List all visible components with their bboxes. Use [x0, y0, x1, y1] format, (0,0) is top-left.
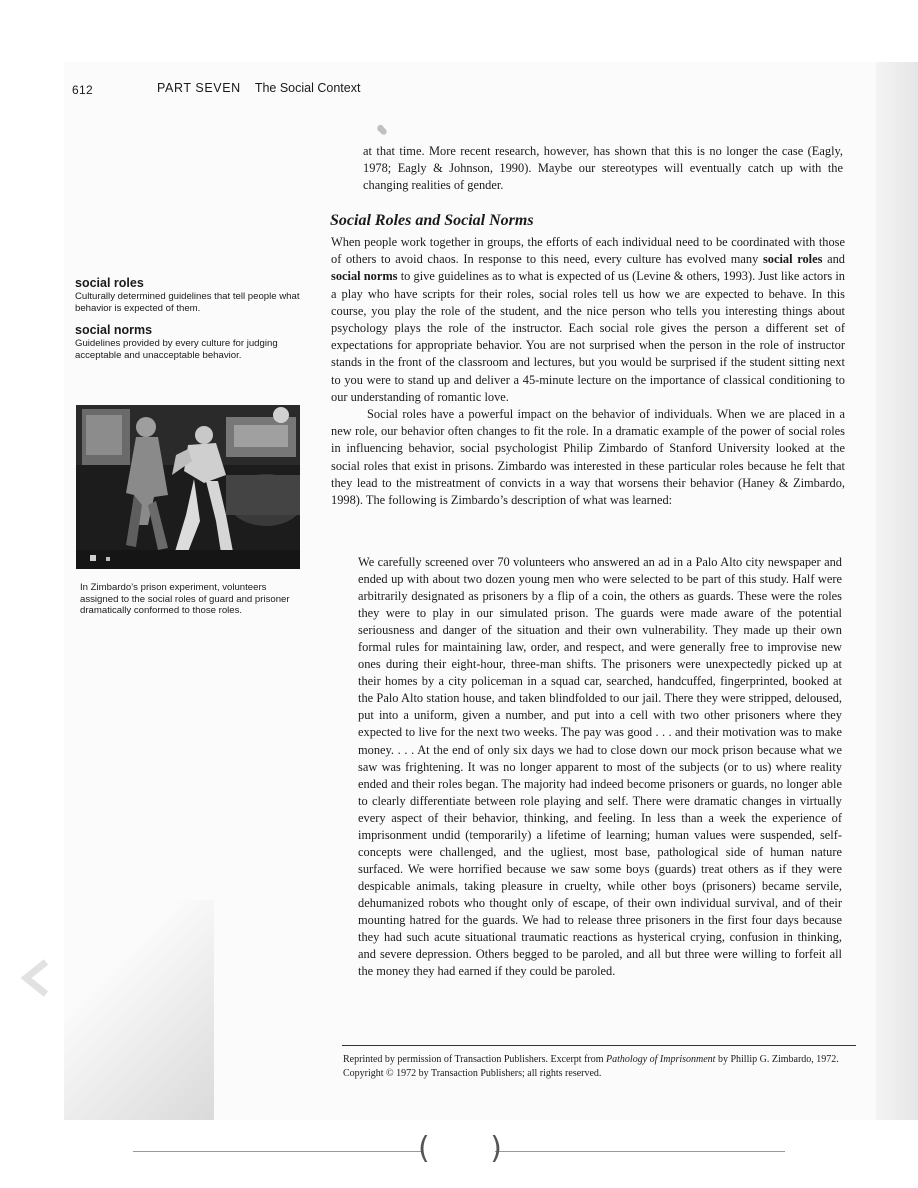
glossary-definition: Guidelines provided by every culture for judging acceptable and unacceptable behavior. — [75, 338, 278, 361]
glossary-entry-social-roles — [75, 276, 300, 315]
scan-artifact-chevron-icon — [16, 958, 56, 998]
text-run: Social roles have a powerful impact on the behavior of individuals. When we are placed in a new role, our behavior often changes to fit the role. In a dramatic example of the power of social roles in influencing behavior, social psychologist Philip Zimbardo of Stanford University looked at the social roles that exist in prisons. Zimbardo was interested in these particular roles because he felt that they lead to the mistreatment of convicts in a way that worsens their behavior (Haney & Zimbardo, 1998). The following is Zimbardo’s description of what was learned: — [331, 407, 845, 508]
glossary-entry-social-norms — [75, 323, 300, 362]
text-run: to give guidelines as to what is expected of us (Levine & others, 1993). Just like actors in a play who have scripts for their roles, social roles tell us how we are expected to behave. In this course, you play the role of the student, and the nice person who tells you interesting things about psychology plays the role of the instructor. Each social role gives the person a different set of expectations for appropriate behavior. You are not surprised when the person in the role of instructor stands in the front of the classroom and lectures, but you would be surprised if the student sitting next to you were to stand up and deliver a 45-minute lecture on the importance of classical conditioning to our understanding of romantic love. — [331, 269, 845, 404]
reprint-credit — [343, 1053, 863, 1080]
paragraph-2 — [331, 406, 845, 509]
paragraph-1 — [331, 234, 845, 406]
zimbardo-quote: We carefully screened over 70 volunteers who answered an ad in a Palo Alto city newspaper and ended up with about two dozen young men who were selected to be part of this study. Half were arbitrarily designated as prisoners by a flip of a coin, the others as guards. These were the roles they were to play in our simulated prison. The guards were made aware of the potential seriousness and danger of the situation and their own vulnerability. They made up their own formal rules for maintaining law, order, and respect, and were generally free to improvise new ones during their eight-hour, three-man shifts. The prisoners were unexpectedly picked up at their homes by a city policeman in a squad car, searched, handcuffed, fingerprinted, booked at the Palo Alto station house, and taken blindfolded to our jail. There they were stripped, deloused, put into a uniform, given a number, and put into a cell with two other prisoners where they expected to live for the next two weeks. The pay was good . . . and their motivation was to make money. . . . At the end of only six days we had to close down our mock prison because what we saw was frightening. It was no longer apparent to most of the subjects (or to us) where reality ended and their roles began. The majority had indeed become prisoners or guards, no longer able to clearly differentiate between role playing and self. There were dramatic changes in virtually every aspect of their behavior, thinking, and feeling. In less than a week the experience of imprisonment undid (temporarily) a lifetime of learning; human values were suspended, self-concepts were challenged, and the ugliest, most base, pathological side of human nature surfaced. We were horrified because we saw some boys (guards) treat others as if they were despicable animals, taking pleasure in cruelty, while other boys (prisoners) became servile, dehumanized robots who thought only of escape, of their own individual survival, and of their mounting hatred for the guards. We had to release three prisoners in the first four days because they had such acute situational traumatic reactions as hysterical crying, confusion in thinking, and severe depression. Others begged to be paroled, and all but three were willing to forfeit all the money they had earned if they could be paroled. — [358, 555, 842, 979]
section-title: Social Roles and Social Norms — [330, 212, 534, 229]
credit-suffix: by Phillip G. Zimbardo, 1972. Copyright © 1972 by Transaction Publishers; all rights reserved. — [343, 1054, 839, 1079]
text-run: and — [822, 252, 845, 267]
photo-image — [76, 405, 300, 569]
section-body — [331, 234, 845, 509]
running-head-part: PART SEVEN — [157, 81, 241, 95]
credit-prefix: Reprinted by permission of Transaction Publishers. Excerpt from — [343, 1054, 607, 1065]
footer-right-bracket: ) — [490, 1131, 502, 1166]
scan-shadow-corner — [64, 900, 214, 1120]
prison-experiment-photo — [76, 405, 300, 569]
footer-line-right — [495, 1151, 785, 1152]
running-head — [157, 81, 360, 95]
glossary-definition: Culturally determined guidelines that tell people what behavior is expected of them. — [75, 291, 300, 314]
photo-caption: In Zimbardo’s prison experiment, volunteers assigned to the social roles of guard and prisoner dramatically conformed to those roles. — [80, 582, 290, 617]
footer-line-left — [133, 1151, 423, 1152]
credit-divider — [342, 1045, 856, 1046]
credit-book-title: Pathology of Imprisonment — [606, 1054, 716, 1065]
footer-brackets — [418, 1131, 502, 1171]
glossary-term: social norms — [75, 323, 153, 337]
running-head-title: The Social Context — [254, 81, 361, 95]
footer-left-bracket: ( — [418, 1131, 430, 1166]
page-number: 612 — [72, 83, 93, 97]
scan-shadow-edge — [876, 62, 918, 1120]
ink-smudge — [375, 123, 391, 137]
key-term-social-roles: social roles — [762, 252, 823, 267]
intro-paragraph: at that time. More recent research, however, has shown that this is no longer the case (Eagly, 1978; Eagly & Johnson, 1990). Maybe our stereotypes will eventually catch up with the changing realities of gender. — [363, 144, 843, 192]
text-run: When people work together in groups, the efforts of each individual need to be coordinated with those of others to avoid chaos. In response to this need, every culture has evolved many — [331, 235, 845, 267]
key-term-social-norms: social norms — [331, 269, 398, 284]
glossary-term: social roles — [75, 276, 144, 290]
